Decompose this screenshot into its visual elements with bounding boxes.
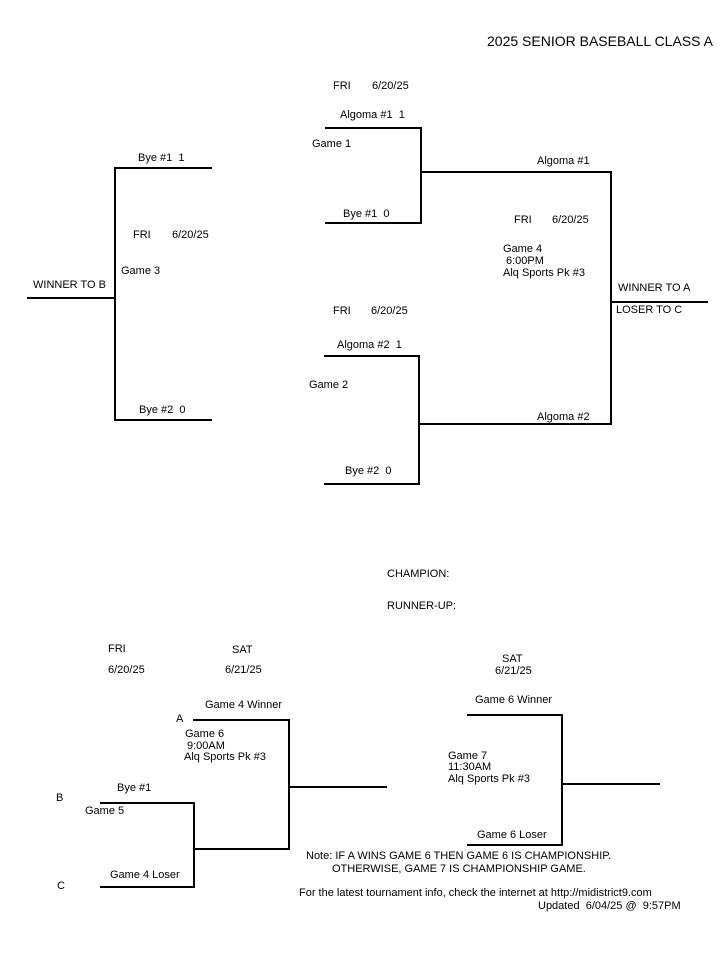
game7-date-label: 6/21/25	[495, 665, 532, 677]
game6-time: 9:00AM	[187, 740, 225, 752]
game6-output-line	[290, 786, 387, 788]
game4-day-label: FRI	[514, 214, 532, 226]
game5-bottom-team: Game 4 Loser	[110, 869, 180, 881]
game2-bottom-team: Bye #2 0	[345, 465, 392, 477]
game5-top-line	[100, 802, 195, 804]
runner-up-label: RUNNER-UP:	[387, 600, 457, 612]
slot-c-label: C	[57, 880, 65, 892]
game4-bottom-team: Algoma #2	[537, 411, 590, 423]
game1-top-team: Algoma #1 1	[340, 109, 405, 121]
game7-top-line	[467, 714, 563, 716]
game7-vertical-line	[561, 714, 563, 846]
updated-line: Updated 6/04/25 @ 9:57PM	[538, 900, 681, 912]
game3-date-label: 6/20/25	[172, 229, 209, 241]
game3-day-label: FRI	[133, 229, 151, 241]
game6-name: Game 6	[185, 728, 225, 740]
game7-top-team: Game 6 Winner	[475, 694, 553, 706]
game5-vertical-line	[193, 802, 195, 888]
game4-bottom-line	[418, 423, 612, 425]
game3-bottom-line	[114, 419, 212, 421]
game6-top-team: Game 4 Winner	[205, 699, 283, 711]
game7-venue: Alq Sports Pk #3	[448, 773, 530, 785]
game2-vertical-line	[418, 355, 420, 485]
game5-bottom-line	[100, 886, 195, 888]
note-line-2: OTHERWISE, GAME 7 IS CHAMPIONSHIP GAME.	[332, 863, 586, 875]
game4-venue: Alq Sports Pk #3	[503, 267, 585, 279]
note-line-1: Note: IF A WINS GAME 6 THEN GAME 6 IS CHAMPIONSHIP.	[306, 850, 612, 862]
game5-output-line	[193, 848, 290, 850]
game3-bottom-team: Bye #2 0	[139, 404, 186, 416]
lower-fri-date-label: 6/20/25	[108, 664, 145, 676]
game6-vertical-line	[288, 719, 290, 850]
game7-output-line	[563, 783, 660, 785]
lower-sat-date-label: 6/21/25	[225, 664, 262, 676]
page-title: 2025 SENIOR BASEBALL CLASS A	[487, 33, 713, 49]
game1-name: Game 1	[312, 138, 352, 150]
game1-day-label: FRI	[333, 80, 351, 92]
game2-day-label: FRI	[333, 305, 351, 317]
game2-date-label: 6/20/25	[371, 305, 408, 317]
game4-time: 6:00PM	[506, 255, 544, 267]
game7-time: 11:30AM	[448, 761, 492, 773]
slot-b-label: B	[56, 792, 64, 804]
game3-winner-to-label: WINNER TO B	[33, 279, 106, 291]
game1-bottom-team: Bye #1 0	[343, 208, 390, 220]
game4-date-label: 6/20/25	[552, 214, 589, 226]
game1-top-line	[325, 127, 422, 129]
game5-top-team: Bye #1	[117, 782, 152, 794]
game4-output-line	[610, 301, 708, 303]
game4-name: Game 4	[503, 243, 543, 255]
game7-bottom-team: Game 6 Loser	[477, 829, 547, 841]
game3-top-line	[114, 167, 212, 169]
lower-sat-day-label: SAT	[232, 644, 253, 656]
game7-bottom-line	[467, 844, 563, 846]
game1-bottom-line	[325, 222, 422, 224]
game3-name: Game 3	[121, 265, 161, 277]
game4-vertical-line	[610, 171, 612, 425]
game1-vertical-line	[420, 127, 422, 224]
game6-venue: Alq Sports Pk #3	[184, 751, 266, 763]
slot-a-label: A	[176, 713, 184, 725]
game1-date-label: 6/20/25	[372, 80, 409, 92]
game6-top-line	[193, 719, 290, 721]
game4-loser-to-label: LOSER TO C	[616, 304, 683, 316]
game2-name: Game 2	[309, 379, 349, 391]
game4-winner-to-label: WINNER TO A	[618, 282, 691, 294]
champion-label: CHAMPION:	[387, 568, 450, 580]
lower-fri-day-label: FRI	[108, 643, 126, 655]
game3-vertical-line	[114, 167, 116, 421]
game2-top-line	[324, 355, 420, 357]
game2-top-team: Algoma #2 1	[337, 339, 402, 351]
game4-top-line	[420, 171, 612, 173]
game7-day-label: SAT	[502, 653, 523, 665]
game3-output-line	[27, 297, 115, 299]
game5-name: Game 5	[85, 805, 125, 817]
info-line: For the latest tournament info, check the internet at http://midistrict9.com	[299, 887, 652, 899]
game7-name: Game 7	[448, 750, 488, 762]
game4-top-team: Algoma #1	[537, 155, 590, 167]
game2-bottom-line	[324, 483, 420, 485]
game3-top-team: Bye #1 1	[138, 152, 185, 164]
